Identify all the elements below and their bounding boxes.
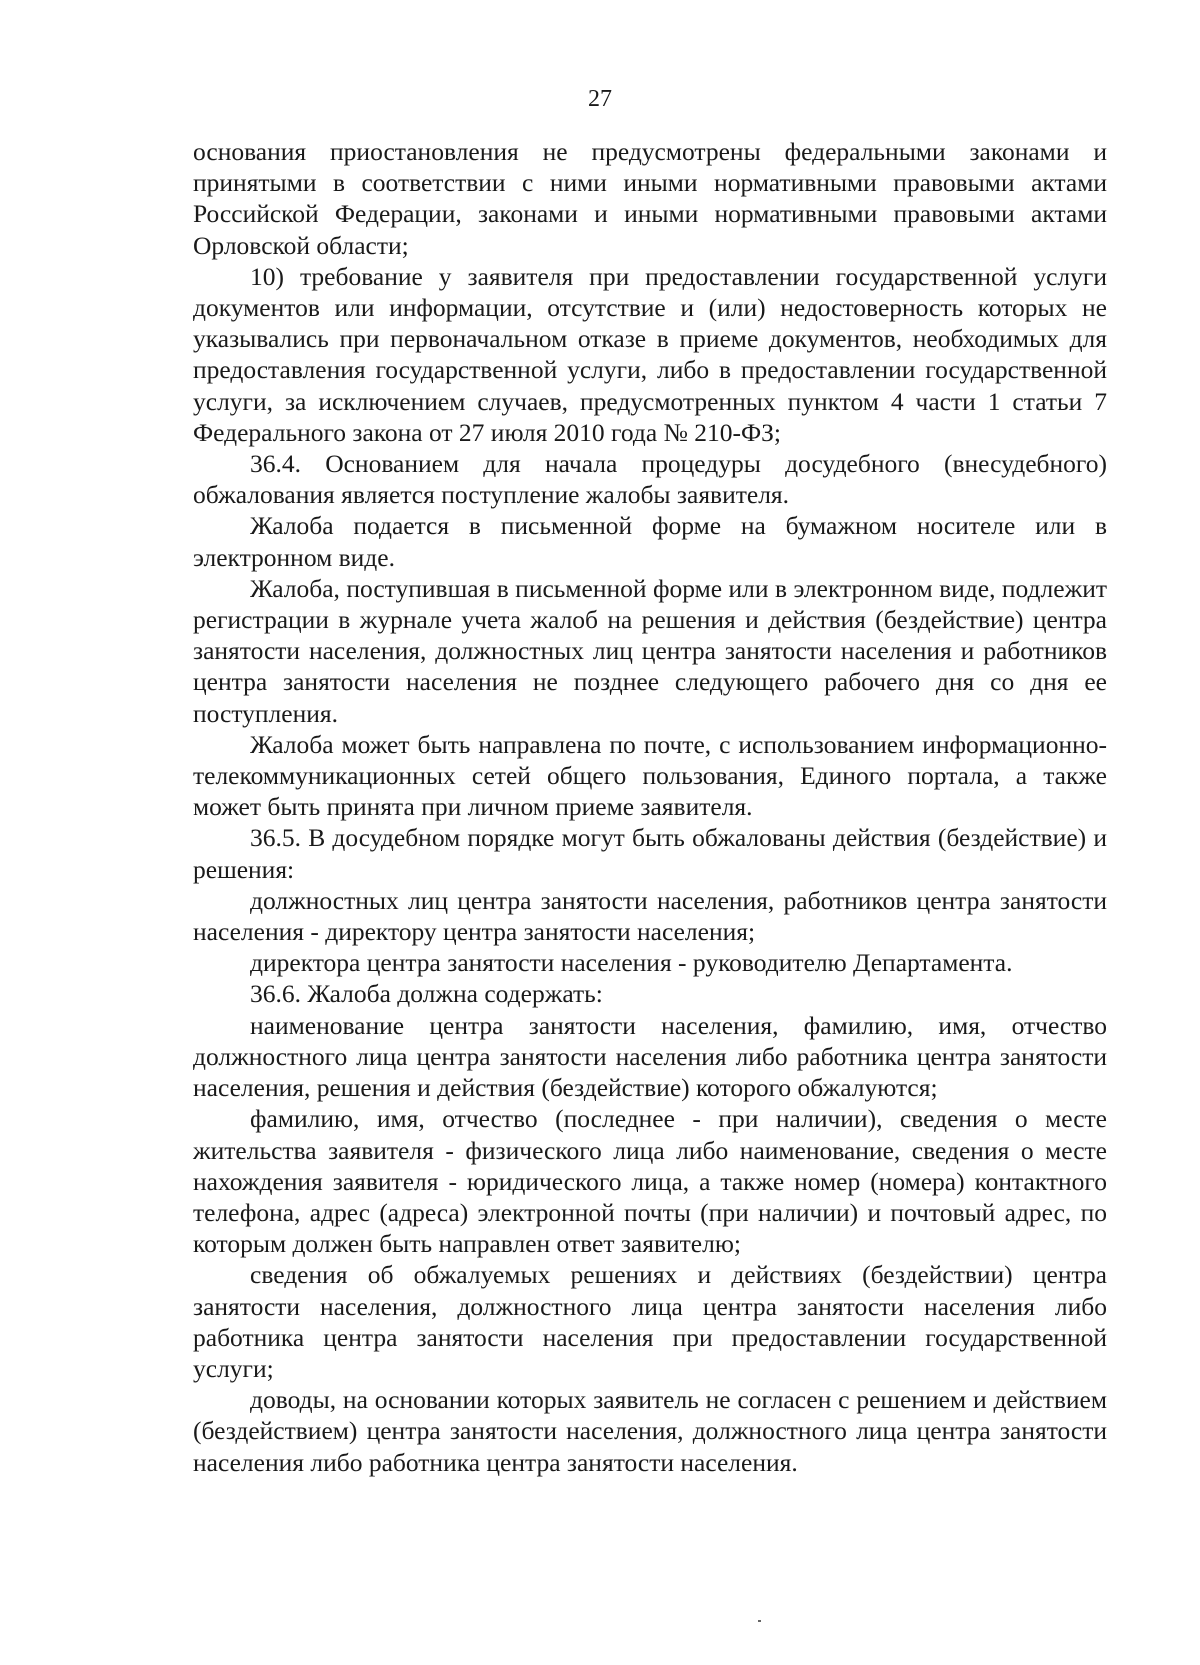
page-number: 27 <box>588 86 612 112</box>
paragraph: фамилию, имя, отчество (последнее - при наличии), сведения о месте жительства заявителя - физического лица либо наименование, сведения о месте нахождения заявителя - юридического лица, а также номер (номера) контактного телефона, адрес (адреса) электронной почты (при наличии) и почтовый адрес, по которым должен быть направлен ответ заявителю; <box>193 1104 1107 1259</box>
paragraph: директора центра занятости населения - руководителю Департамента. <box>250 948 1013 978</box>
paragraph: наименование центра занятости населения, фамилию, имя, отчество должностного лица центра занятости населения либо работника центра занятости населения, решения и действия (бездействие) которого обжалуются; <box>193 1010 1107 1103</box>
paragraph: доводы, на основании которых заявитель не согласен с решением и действием (бездействием) центра занятости населения, должностного лица центра занятости населения либо работника центра занятости населения. <box>193 1385 1107 1477</box>
paragraph: 36.6. Жалоба должна содержать: <box>250 979 603 1009</box>
paragraph: Жалоба подается в письменной форме на бумажном носителе или в электронном виде. <box>193 511 1107 572</box>
document-body <box>193 136 1107 1478</box>
paragraph: 10) требование у заявителя при предоставлении государственной услуги документов или информации, отсутствие и (или) недостоверность которых не указывались при первоначальном отказе в приеме документов, необходимых для предоставления государственной услуги, либо в предоставлении государственной услуги, за исключением случаев, предусмотренных пунктом 4 части 1 статьи 7 Федерального закона от 27 июля 2010 года № 210-ФЗ; <box>193 261 1107 447</box>
paragraph: сведения об обжалуемых решениях и действиях (бездействии) центра занятости населения, должностного лица центра занятости населения либо работника центра занятости населения при предоставлении государственной услуги; <box>193 1260 1107 1383</box>
paragraph: 36.5. В досудебном порядке могут быть обжалованы действия (бездействие) и решения: <box>193 823 1107 884</box>
paragraph: должностных лиц центра занятости населения, работников центра занятости населения - директору центра занятости населения; <box>193 885 1107 947</box>
paragraph: 36.4. Основанием для начала процедуры досудебного (внесудебного) обжалования является поступление жалобы заявителя. <box>193 449 1107 510</box>
paragraph: Жалоба, поступившая в письменной форме или в электронном виде, подлежит регистрации в журнале учета жалоб на решения и действия (бездействие) центра занятости населения, должностных лиц центра занятости населения и работников центра занятости населения не позднее следующего рабочего дня со дня ее поступления. <box>193 573 1107 728</box>
paragraph: Жалоба может быть направлена по почте, с использованием информационно-телекоммуникационных сетей общего пользования, Единого портала, а также может быть принята при личном приеме заявителя. <box>193 729 1107 822</box>
scan-speck <box>758 1620 761 1622</box>
paragraph: основания приостановления не предусмотрены федеральными законами и принятыми в соответствии с ними иными нормативными правовыми актами Российской Федерации, законами и иными нормативными правовыми актами Орловской области; <box>193 137 1107 260</box>
